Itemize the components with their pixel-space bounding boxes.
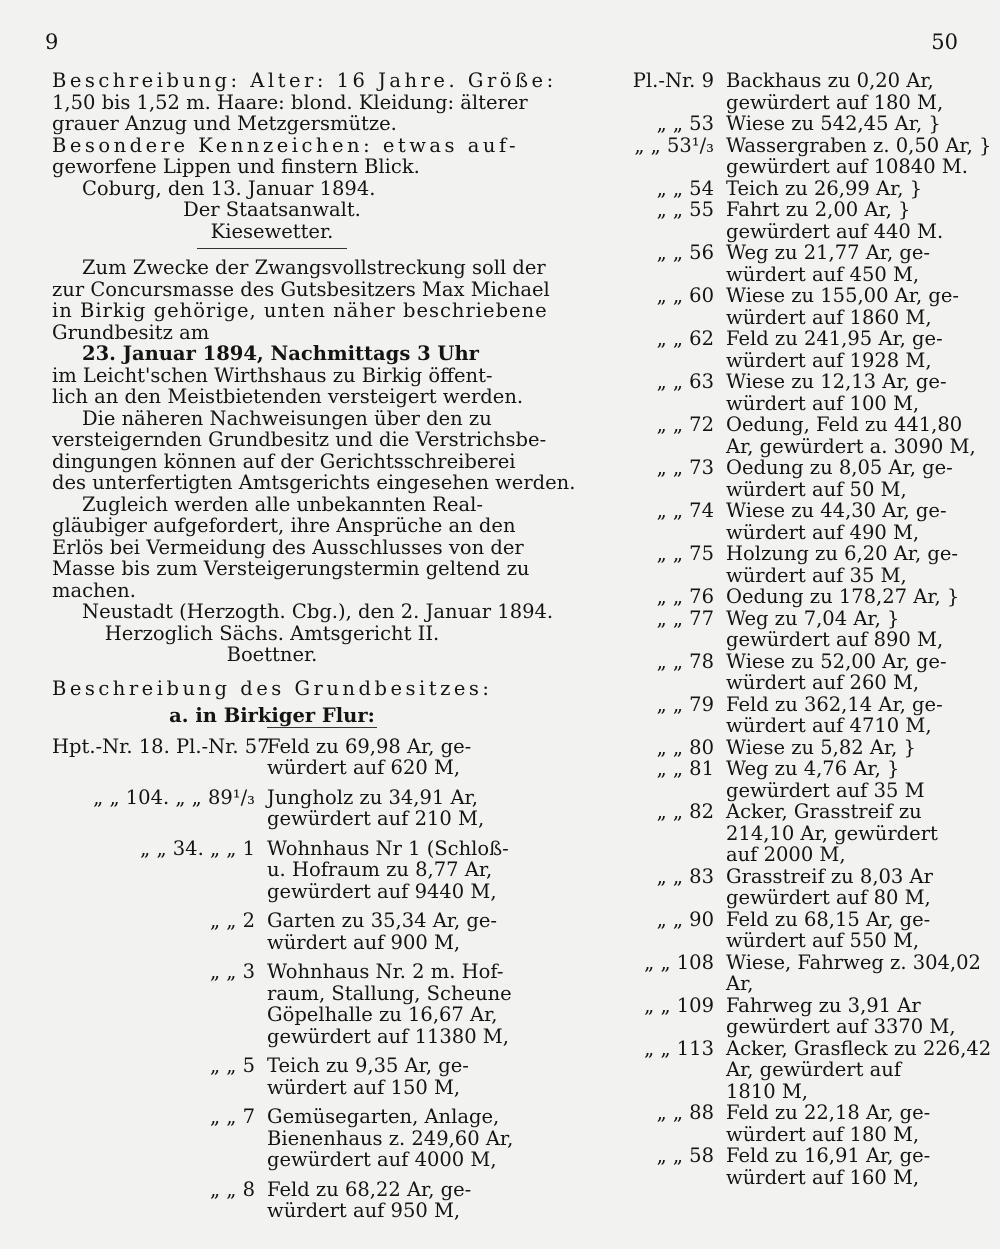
- property-entry: [596, 651, 956, 694]
- text-line: Beschreibung: Alter: 16 Jahre. Größe:: [52, 69, 557, 92]
- entry-line: Wassergraben z. 0,50 Ar, }: [726, 133, 992, 157]
- entry-label: „ „ 34. „ „ 1: [140, 836, 255, 860]
- property-entry: [596, 1102, 956, 1145]
- text-line: zur Concursmasse des Gutsbesitzers Max Michael: [52, 277, 550, 301]
- text-line: 1,50 bis 1,52 m. Haare: blond. Kleidung: älterer: [52, 90, 528, 114]
- text-line: im Leicht'schen Wirthshaus zu Birkig öffent-: [52, 363, 493, 387]
- entry-line: Feld zu 68,22 Ar, ge-: [267, 1177, 472, 1201]
- property-entry: [596, 328, 956, 371]
- entry-label: „ „ 7: [209, 1105, 255, 1128]
- entry-label: „ „ 73: [656, 456, 714, 479]
- entry-line: gewürdert auf 180 M,: [726, 90, 944, 114]
- entry-line: Fahrweg zu 3,91 Ar: [726, 993, 921, 1017]
- entry-line: würdert auf 550 M,: [726, 929, 920, 952]
- entry-label: „ „ 58: [656, 1144, 714, 1167]
- entry-label: „ „ 90: [656, 907, 714, 931]
- property-entry: [52, 1179, 492, 1222]
- entry-line: gewürdert auf 890 M,: [726, 628, 944, 651]
- entry-line: gewürdert auf 440 M.: [726, 219, 944, 243]
- left-column: [52, 69, 576, 1222]
- entry-line: Garten zu 35,34 Ar, ge-: [267, 909, 497, 932]
- entry-line: würdert auf 260 M,: [726, 671, 920, 694]
- property-entry: [596, 909, 956, 952]
- entry-label: „ „ 56: [656, 241, 714, 264]
- entry-line: Bienenhaus z. 249,60 Ar,: [267, 1126, 514, 1150]
- entry-line: würdert auf 50 M,: [726, 477, 907, 501]
- property-entry: [596, 1145, 956, 1188]
- property-entry: [596, 950, 981, 995]
- text-line: machen.: [52, 578, 136, 602]
- property-entry: [52, 1105, 514, 1171]
- entry-label: „ „ 72: [656, 413, 714, 436]
- property-entry: [596, 199, 956, 242]
- place-date: Neustadt (Herzogth. Cbg.), den 2. Januar 1894.: [82, 600, 554, 623]
- property-entry: [596, 1036, 992, 1103]
- entry-label: „ „ 80: [656, 735, 714, 759]
- entry-line: Fahrt zu 2,00 Ar, }: [726, 198, 911, 221]
- property-entry: [52, 960, 512, 1048]
- text-line: dingungen können auf der Gerichtsschreiberei: [52, 449, 516, 473]
- entry-line: Holzung zu 6,20 Ar, ge-: [726, 542, 958, 565]
- entry-line: Wiese, Fahrweg z. 304,02: [726, 950, 981, 974]
- entry-line: gewürdert auf 11380 M,: [267, 1024, 509, 1048]
- entry-line: gewürdert auf 10840 M.: [726, 155, 968, 178]
- entry-line: gewürdert auf 4000 M,: [267, 1148, 497, 1171]
- text-line: Besondere Kennzeichen: etwas auf-: [52, 133, 520, 157]
- entry-line: würdert auf 950 M,: [267, 1199, 461, 1222]
- entry-line: Feld zu 69,98 Ar, ge-: [267, 734, 472, 758]
- text-line: geworfene Lippen und finstern Blick.: [52, 155, 420, 178]
- text-line: Grundbesitz am: [52, 320, 210, 344]
- entry-line: Backhaus zu 0,20 Ar,: [726, 69, 934, 92]
- entry-label: „ „ 79: [656, 692, 714, 716]
- entry-line: Weg zu 4,76 Ar, }: [726, 757, 900, 780]
- entry-line: Teich zu 9,35 Ar, ge-: [267, 1054, 469, 1077]
- entry-line: Ar, gewürdert auf: [726, 1058, 902, 1081]
- text-line: Zugleich werden alle unbekannten Real-: [82, 492, 483, 516]
- text-line: grauer Anzug und Metzgersmütze.: [52, 112, 397, 135]
- entry-label: „ „ 81: [656, 757, 714, 780]
- entry-label: „ „ 109: [644, 993, 714, 1017]
- entry-line: raum, Stallung, Scheune: [267, 981, 512, 1005]
- section-heading: a. in Birkiger Flur:: [169, 704, 375, 727]
- entry-line: Wiese zu 44,30 Ar, ge-: [726, 499, 947, 522]
- text-line: versteigernden Grundbesitz und die Verstrichsbe-: [52, 428, 547, 451]
- entry-label: „ „ 75: [656, 542, 714, 565]
- entry-label: Hpt.-Nr. 18. Pl.-Nr. 57: [52, 734, 270, 758]
- entry-label: „ „ 108: [644, 950, 714, 974]
- entry-line: Teich zu 26,99 Ar, }: [726, 176, 923, 200]
- person-description: [52, 69, 557, 243]
- entry-line: würdert auf 150 M,: [267, 1075, 461, 1099]
- text-line: des unterfertigten Amtsgerichts eingesehen werden.: [52, 471, 576, 494]
- entry-line: Ar, gewürdert a. 3090 M,: [726, 434, 976, 458]
- property-entry: [596, 866, 956, 909]
- entry-line: Wiese zu 155,00 Ar, ge-: [726, 284, 959, 307]
- entry-label: „ „ 74: [656, 499, 714, 522]
- entry-label: „ „ 62: [656, 327, 714, 350]
- property-entry: [596, 758, 956, 801]
- text-line: lich an den Meistbietenden versteigert werden.: [52, 385, 524, 408]
- entry-line: Feld zu 22,18 Ar, ge-: [726, 1101, 931, 1124]
- entry-label: „ „ 55: [656, 198, 714, 221]
- entry-line: würdert auf 4710 M,: [726, 714, 932, 737]
- entry-line: Wohnhaus Nr 1 (Schloß-: [267, 836, 509, 860]
- entry-line: Oedung, Feld zu 441,80: [726, 413, 963, 436]
- page-number-left: 9: [45, 30, 59, 54]
- text-line: in Birkig gehörige, unten näher beschriebene: [52, 299, 548, 322]
- property-entry: [596, 608, 956, 651]
- entry-line: gewürdert auf 80 M,: [726, 886, 931, 909]
- entry-line: würdert auf 180 M,: [726, 1122, 920, 1146]
- entry-line: Jungholz zu 34,91 Ar,: [267, 785, 478, 809]
- auction-notice: [52, 256, 576, 666]
- entry-line: Wohnhaus Nr. 2 m. Hof-: [267, 960, 504, 983]
- entry-label: „ „ 88: [656, 1101, 714, 1124]
- property-entry: [596, 457, 956, 500]
- right-column: [596, 69, 992, 1189]
- entry-line: Feld zu 362,14 Ar, ge-: [726, 692, 943, 716]
- entry-line: Gemüsegarten, Anlage,: [267, 1105, 500, 1128]
- entry-line: 214,10 Ar, gewürdert: [726, 821, 938, 845]
- divider: [197, 248, 347, 249]
- entry-line: Feld zu 68,15 Ar, ge-: [726, 907, 931, 931]
- page-number-right: 50: [931, 30, 958, 54]
- entry-label: „ „ 82: [656, 800, 714, 823]
- entry-line: würdert auf 160 M,: [726, 1165, 920, 1189]
- entry-line: Feld zu 16,91 Ar, ge-: [726, 1144, 931, 1167]
- entry-line: Ar,: [726, 972, 754, 995]
- text-line: gläubiger aufgefordert, ihre Ansprüche an den: [52, 514, 516, 537]
- entry-line: Oedung zu 178,27 Ar, }: [726, 585, 960, 608]
- entry-line: gewürdert auf 9440 M,: [267, 879, 497, 903]
- entry-line: gewürdert auf 3370 M,: [726, 1015, 956, 1038]
- property-entry: [596, 500, 956, 543]
- property-entry: [596, 737, 956, 759]
- entry-label: „ „ 8: [209, 1177, 255, 1201]
- entry-label: „ „ 5: [209, 1054, 255, 1077]
- entry-line: Wiese zu 52,00 Ar, ge-: [726, 649, 947, 673]
- entry-line: würdert auf 900 M,: [267, 930, 461, 954]
- entry-label: „ „ 76: [656, 585, 714, 608]
- text-line: Masse bis zum Versteigerungstermin geltend zu: [52, 557, 530, 580]
- entry-line: auf 2000 M,: [726, 843, 846, 866]
- entry-label: „ „ 54: [656, 176, 714, 200]
- property-entry: [596, 371, 956, 414]
- property-entry: [596, 801, 956, 866]
- entry-line: 1810 M,: [726, 1079, 808, 1103]
- property-entry: [596, 585, 960, 608]
- entry-label: Pl.-Nr. 9: [632, 69, 714, 92]
- entry-line: gewürdert auf 35 M: [726, 778, 925, 802]
- text-line: Zum Zwecke der Zwangsvollstreckung soll der: [82, 256, 546, 279]
- entry-line: Weg zu 7,04 Ar, }: [726, 606, 900, 630]
- text-line: Die näheren Nachweisungen über den zu: [82, 406, 492, 430]
- entry-line: würdert auf 100 M,: [726, 391, 920, 415]
- place-date: Coburg, den 13. Januar 1894.: [82, 176, 376, 200]
- property-entry: [52, 787, 492, 830]
- entry-line: würdert auf 620 M,: [267, 756, 461, 779]
- text-line: Erlös bei Vermeidung des Ausschlusses von der: [52, 535, 524, 559]
- entry-label: „ „ 77: [656, 606, 714, 630]
- entry-label: „ „ 83: [656, 864, 714, 888]
- property-entry: [52, 836, 509, 903]
- entry-label: „ „ 53¹/₃: [634, 133, 714, 157]
- signature-name: Kiesewetter.: [210, 219, 334, 243]
- entry-label: „ „ 113: [644, 1036, 714, 1060]
- property-entry: [596, 133, 992, 178]
- entry-line: Acker, Grasfleck zu 226,42: [726, 1036, 992, 1060]
- entry-label: „ „ 63: [656, 370, 714, 393]
- entry-line: Wiese zu 12,13 Ar, ge-: [726, 370, 947, 393]
- entry-line: würdert auf 450 M,: [726, 262, 920, 286]
- property-entry: [596, 694, 956, 737]
- entry-line: Oedung zu 8,05 Ar, ge-: [726, 456, 953, 479]
- property-entry: [52, 1055, 492, 1098]
- entry-line: Wiese zu 5,82 Ar, }: [726, 735, 916, 759]
- property-entry: [596, 995, 956, 1038]
- property-entry: [596, 242, 956, 285]
- property-entry: [596, 70, 956, 113]
- entry-label: „ „ 78: [656, 649, 714, 673]
- entry-line: gewürdert auf 210 M,: [267, 807, 485, 830]
- entry-label: „ „ 2: [209, 909, 255, 932]
- entry-line: Göpelhalle zu 16,67 Ar,: [267, 1003, 498, 1026]
- entry-line: würdert auf 35 M,: [726, 563, 907, 587]
- entry-line: würdert auf 1860 M,: [726, 305, 932, 329]
- property-entry: [596, 113, 956, 135]
- entry-line: Feld zu 241,95 Ar, ge-: [726, 327, 943, 350]
- entry-label: „ „ 53: [656, 112, 714, 135]
- court-name: Herzoglich Sächs. Amtsgericht II.: [104, 621, 440, 645]
- entry-line: Wiese zu 542,45 Ar, }: [726, 112, 941, 135]
- entry-label: „ „ 60: [656, 284, 714, 307]
- signature-name: Boettner.: [226, 643, 318, 666]
- property-entry: [596, 413, 976, 458]
- entry-line: Grasstreif zu 8,03 Ar: [726, 864, 933, 888]
- auction-date: 23. Januar 1894, Nachmittags 3 Uhr: [82, 342, 479, 365]
- entry-line: u. Hofraum zu 8,77 Ar,: [267, 858, 493, 881]
- property-entry: [52, 736, 492, 779]
- entry-label: „ „ 104. „ „ 89¹/₃: [93, 785, 255, 809]
- entry-line: würdert auf 1928 M,: [726, 348, 932, 372]
- entry-line: würdert auf 490 M,: [726, 520, 920, 544]
- entry-line: Acker, Grasstreif zu: [726, 800, 922, 823]
- property-entry: [596, 543, 956, 586]
- entry-line: Weg zu 21,77 Ar, ge-: [726, 241, 930, 264]
- signature-title: Der Staatsanwalt.: [183, 198, 361, 221]
- property-heading: Beschreibung des Grundbesitzes:: [52, 676, 493, 700]
- entry-label: „ „ 3: [209, 960, 255, 983]
- property-entry: [52, 909, 497, 954]
- property-entry: [596, 178, 956, 200]
- property-entry: [596, 284, 959, 329]
